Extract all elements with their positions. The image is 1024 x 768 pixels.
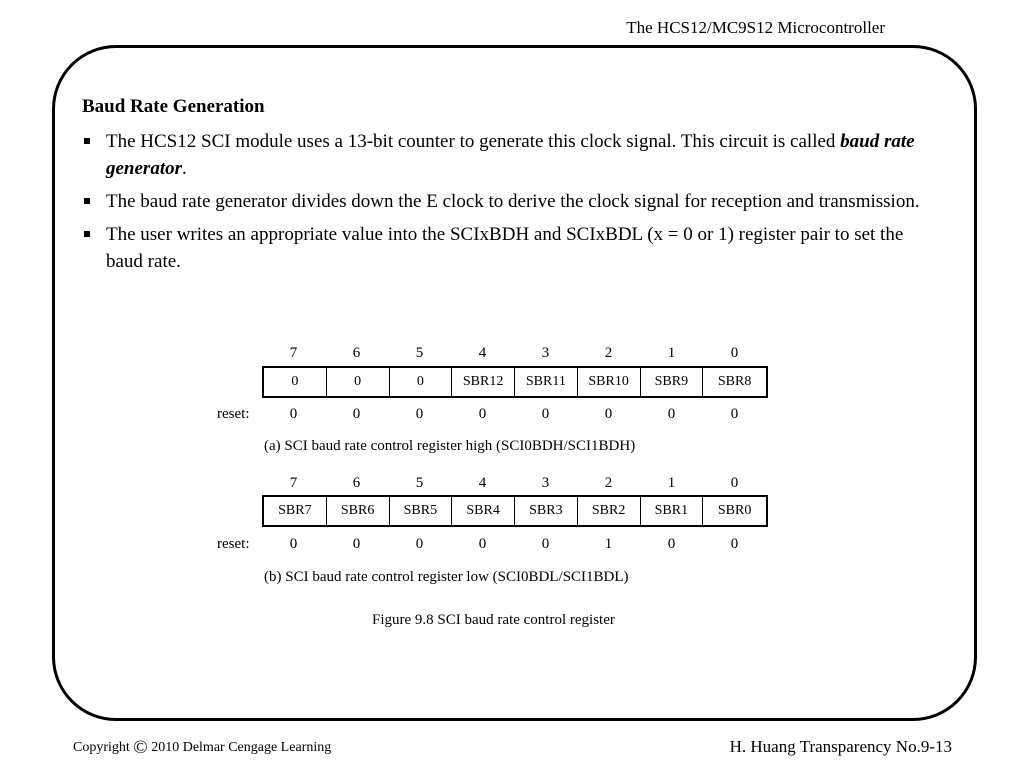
reset-value: 0 xyxy=(352,536,361,552)
reset-value: 0 xyxy=(730,536,739,552)
bit-number: 3 xyxy=(541,345,550,361)
reset-value: 0 xyxy=(541,406,550,422)
reset-value: 0 xyxy=(352,406,361,422)
bullet-item xyxy=(82,188,942,215)
bullet-text: The user writes an appropriate value into the SCIxBDH and SCIxBDL (x = 0 or 1) register pair to set the baud rate. xyxy=(106,224,904,272)
slide-heading: Baud Rate Generation xyxy=(82,96,265,117)
register-cell: SBR5 xyxy=(390,497,453,525)
bit-number: 4 xyxy=(478,475,487,491)
register-cell: 0 xyxy=(390,368,453,396)
register-cell: SBR8 xyxy=(717,374,752,389)
register-cell: SBR10 xyxy=(578,368,641,396)
register-low xyxy=(262,495,768,527)
reset-value: 0 xyxy=(730,406,739,422)
register-caption-a: (a) SCI baud rate control register high (SCI0BDH/SCI1BDH) xyxy=(264,438,636,454)
bit-number: 2 xyxy=(604,345,613,361)
register-cell: 0 xyxy=(264,368,327,396)
register-cell: SBR12 xyxy=(452,368,515,396)
footer-transparency: H. Huang Transparency No.9-13 xyxy=(729,737,952,756)
bullet-item xyxy=(82,128,942,182)
bit-number: 7 xyxy=(289,345,298,361)
reset-value: 0 xyxy=(289,536,298,552)
reset-value: 0 xyxy=(667,536,676,552)
bit-number: 3 xyxy=(541,475,550,491)
bit-number: 1 xyxy=(667,345,676,361)
bit-number: 4 xyxy=(478,345,487,361)
reset-value: 1 xyxy=(604,536,613,552)
reset-values-a xyxy=(262,406,766,426)
reset-value: 0 xyxy=(478,536,487,552)
bit-number: 0 xyxy=(730,475,739,491)
register-cell: SBR11 xyxy=(515,368,578,396)
reset-value: 0 xyxy=(289,406,298,422)
reset-value: 0 xyxy=(604,406,613,422)
register-cell: SBR0 xyxy=(717,503,752,518)
register-cell: SBR1 xyxy=(641,497,704,525)
copyright-word: Copyright xyxy=(73,740,130,755)
bullet-item xyxy=(82,221,942,275)
bit-number: 6 xyxy=(352,475,361,491)
square-bullet-icon xyxy=(84,198,90,204)
bullet-text: The HCS12 SCI module uses a 13-bit counter to generate this clock signal. This circuit is called xyxy=(106,131,841,152)
bit-numbers-a xyxy=(262,345,766,365)
bit-number: 0 xyxy=(730,345,739,361)
reset-value: 0 xyxy=(415,536,424,552)
bit-numbers-b xyxy=(262,475,766,495)
register-cell: SBR4 xyxy=(452,497,515,525)
register-caption-b: (b) SCI baud rate control register low (SCI0BDL/SCI1BDL) xyxy=(264,569,629,585)
bit-number: 5 xyxy=(415,345,424,361)
header-title: The HCS12/MC9S12 Microcontroller xyxy=(626,18,885,37)
copyright-text: 2010 Delmar Cengage Learning xyxy=(151,740,332,755)
bullet-text: The baud rate generator divides down the E clock to derive the clock signal for reception and transmission. xyxy=(106,191,920,212)
register-cell: SBR3 xyxy=(515,497,578,525)
register-cell: 0 xyxy=(327,368,390,396)
square-bullet-icon xyxy=(84,138,90,144)
bullet-emphasis: baud rate generator xyxy=(106,131,915,179)
bit-number: 6 xyxy=(352,345,361,361)
square-bullet-icon xyxy=(84,231,90,237)
reset-value: 0 xyxy=(667,406,676,422)
copyright-symbol: © xyxy=(133,737,148,758)
register-high xyxy=(262,366,768,398)
reset-value: 0 xyxy=(478,406,487,422)
reset-values-b xyxy=(262,536,766,556)
bit-number: 2 xyxy=(604,475,613,491)
register-cell: SBR9 xyxy=(641,368,704,396)
bit-number: 1 xyxy=(667,475,676,491)
bit-number: 7 xyxy=(289,475,298,491)
register-cell: SBR2 xyxy=(578,497,641,525)
reset-value: 0 xyxy=(541,536,550,552)
figure-caption: Figure 9.8 SCI baud rate control register xyxy=(372,612,615,628)
bit-number: 5 xyxy=(415,475,424,491)
bullet-text-end: . xyxy=(182,158,187,179)
footer-copyright xyxy=(73,737,331,759)
register-cell: SBR7 xyxy=(264,497,327,525)
bullet-list xyxy=(82,128,942,281)
reset-label-b: reset: xyxy=(217,536,250,552)
reset-value: 0 xyxy=(415,406,424,422)
register-cell: SBR6 xyxy=(327,497,390,525)
reset-label-a: reset: xyxy=(217,406,250,422)
